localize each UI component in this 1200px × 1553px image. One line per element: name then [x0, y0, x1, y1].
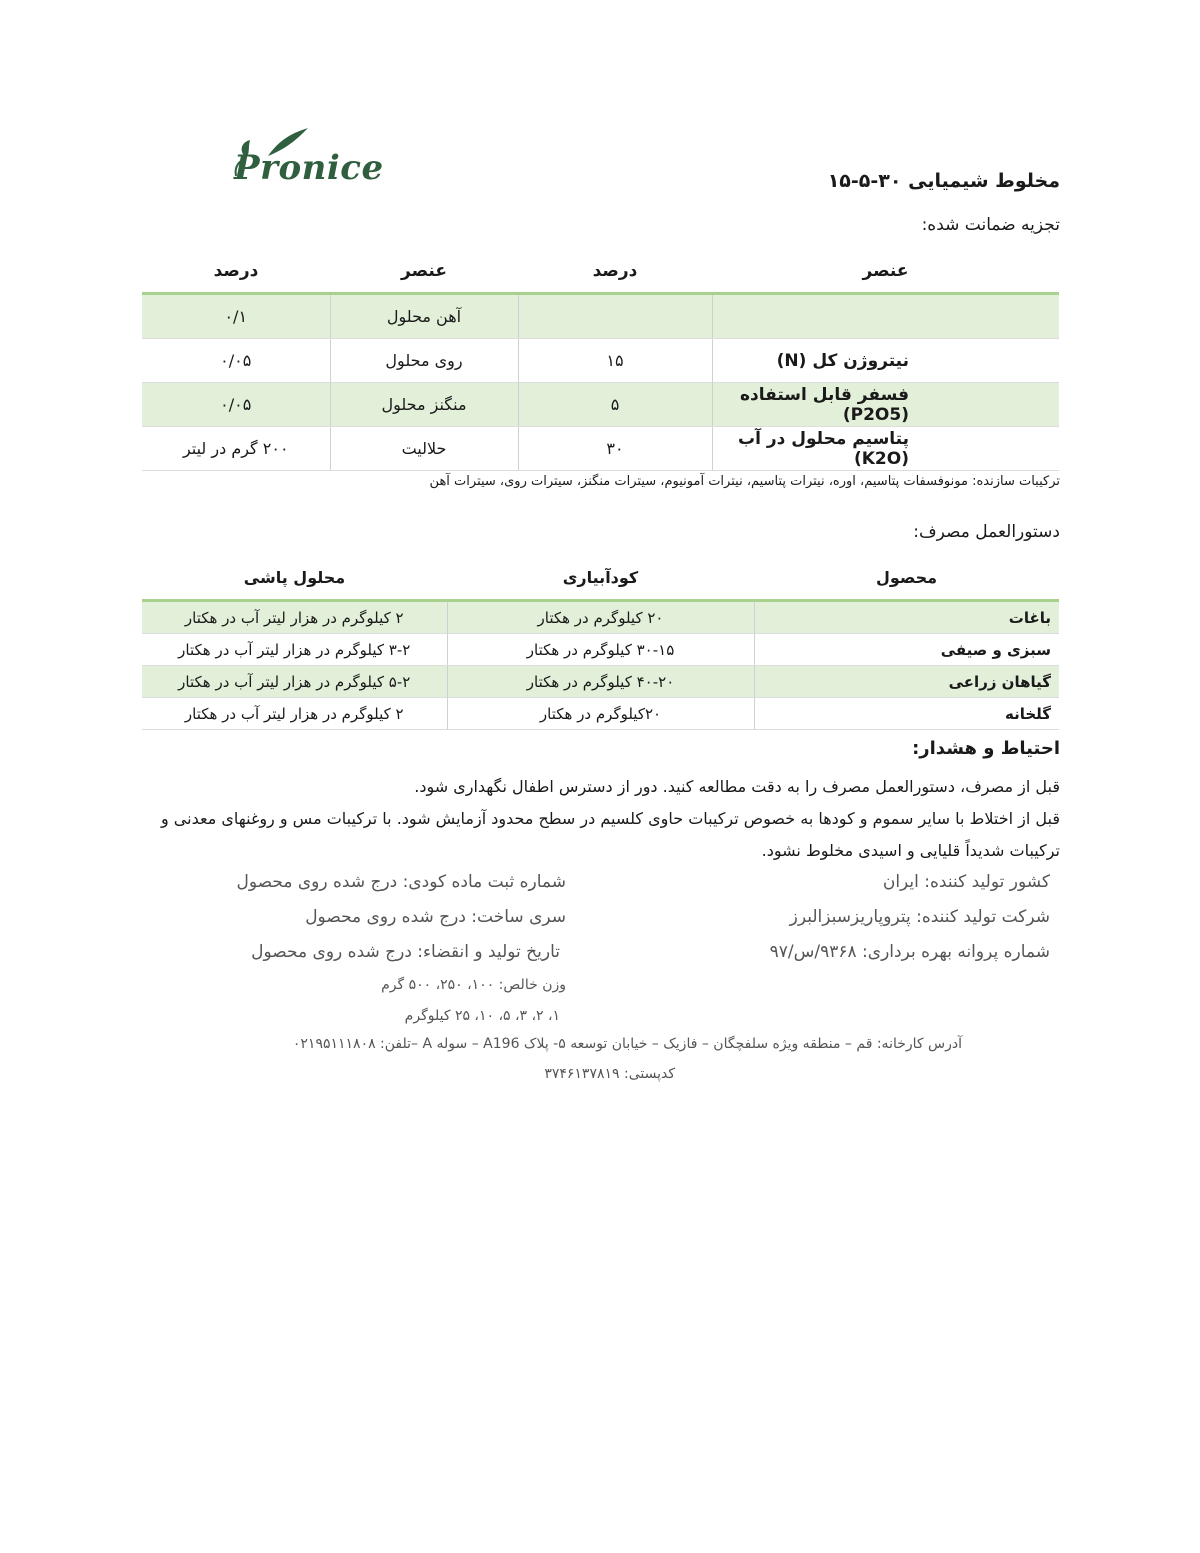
postal-code: کدپستی: ۳۷۴۶۱۳۷۸۱۹	[544, 1066, 675, 1082]
table-row	[142, 602, 1059, 634]
table-header-row	[142, 555, 1059, 601]
table-cell: ۰/۱	[142, 295, 330, 339]
table-cell: ۲ کیلوگرم در هزار لیتر آب در هکتار	[142, 602, 447, 634]
column-header: محصول	[875, 567, 938, 587]
table-cell: ۲ کیلوگرم در هزار لیتر آب در هکتار	[142, 698, 447, 730]
table-cell: فسفر قابل استفاده (P2O5)	[712, 383, 1059, 427]
table-cell: حلالیت	[330, 427, 518, 471]
table-cell: روی محلول	[330, 339, 518, 383]
column-header: درصد	[213, 261, 259, 281]
column-header: عنصر	[862, 261, 909, 281]
column-header: درصد	[592, 261, 638, 281]
table-cell: ۳۰-۱۵ کیلوگرم در هکتار	[447, 634, 754, 666]
brand-name: Pronice	[234, 148, 384, 188]
table-cell: آهن محلول	[330, 295, 518, 339]
batch-info: سری ساخت: درج شده روی محصول	[305, 907, 566, 927]
table-cell: ۲۰۰ گرم در لیتر	[142, 427, 330, 471]
column-header: عنصر	[401, 261, 447, 281]
table-row	[142, 383, 1059, 427]
warning-title: احتیاط و هشدار:	[912, 738, 1060, 759]
warning-line: قبل از مصرف، دستورالعمل مصرف را به دقت مطالعه کنید. دور از دسترس اطفال نگهداری شود.	[414, 777, 1060, 796]
column-header: محلول پاشی	[243, 567, 346, 587]
country-info: کشور تولید کننده: ایران	[882, 872, 1050, 892]
table-cell: ۰/۰۵	[142, 383, 330, 427]
table-cell: منگنز محلول	[330, 383, 518, 427]
table-cell: گیاهان زراعی	[754, 666, 1059, 698]
factory-address: آدرس کارخانه: قم – منطقه ویژه سلفچگان – فازیک – خیابان توسعه ۵- پلاک A196 – سوله A –تلفن: ۰۲۱۹۵۱۱۱۸۰۸	[292, 1036, 962, 1052]
table-cell: ۳۰	[518, 427, 712, 471]
analysis-label: تجزیه ضمانت شده:	[921, 215, 1060, 235]
analysis-table	[142, 250, 1059, 471]
table-cell: باغات	[754, 602, 1059, 634]
weight-grams: وزن خالص: ۱۰۰، ۲۵۰، ۵۰۰ گرم	[381, 977, 566, 993]
company-info: شرکت تولید کننده: پتروپاریزسبزالبرز	[789, 907, 1050, 927]
table-cell: ۴۰-۲۰ کیلوگرم در هکتار	[447, 666, 754, 698]
table-cell: ۵	[518, 383, 712, 427]
page-title: مخلوط شیمیایی ۳۰-۵-۱۵	[827, 170, 1060, 192]
table-cell: ۰/۰۵	[142, 339, 330, 383]
table-cell: ۵-۲ کیلوگرم در هزار لیتر آب در هکتار	[142, 666, 447, 698]
table-cell	[518, 295, 712, 339]
table-cell: نیتروژن کل (N)	[712, 339, 1059, 383]
usage-table	[142, 555, 1059, 730]
brand-logo	[228, 128, 384, 198]
table-cell: پتاسیم محلول در آب (K2O)	[712, 427, 1059, 471]
column-header: کودآبیاری	[562, 567, 639, 587]
table-cell	[712, 295, 1059, 339]
table-cell: گلخانه	[754, 698, 1059, 730]
table-cell: ۳-۲ کیلوگرم در هزار لیتر آب در هکتار	[142, 634, 447, 666]
table-cell: ۲۰کیلوگرم در هکتار	[447, 698, 754, 730]
usage-label: دستورالعمل مصرف:	[913, 522, 1060, 542]
license-info: شماره پروانه بهره برداری: ۹۳۶۸/س/۹۷	[769, 942, 1050, 962]
table-header-row	[142, 250, 1059, 294]
table-row	[142, 339, 1059, 383]
table-cell: سبزی و صیفی	[754, 634, 1059, 666]
components-text: ترکیبات سازنده: مونوفسفات پتاسیم، اوره، نیترات پتاسیم، نیترات آمونیوم، سیترات منگنز، سیترات روی، سیترات آهن	[429, 474, 1060, 489]
table-row	[142, 698, 1059, 730]
registration-info: شماره ثبت ماده کودی: درج شده روی محصول	[236, 872, 566, 892]
table-row	[142, 427, 1059, 471]
table-cell: ۱۵	[518, 339, 712, 383]
warning-line: قبل از اختلاط با سایر سموم و کودها به خصوص ترکیبات حاوی کلسیم در سطح محدود آزمایش شود. با ترکیبات مس و روغنهای معدنی و ترکیبات شدیداً قلیایی و اسیدی مخلوط نشود.	[160, 809, 1060, 860]
table-row	[142, 295, 1059, 339]
dates-info: تاریخ تولید و انقضاء: درج شده روی محصول	[251, 942, 560, 962]
table-row	[142, 666, 1059, 698]
table-row	[142, 634, 1059, 666]
table-cell: ۲۰ کیلوگرم در هکتار	[447, 602, 754, 634]
weight-kilograms: ۱، ۲، ۳، ۵، ۱۰، ۲۵ کیلوگرم	[404, 1008, 560, 1024]
